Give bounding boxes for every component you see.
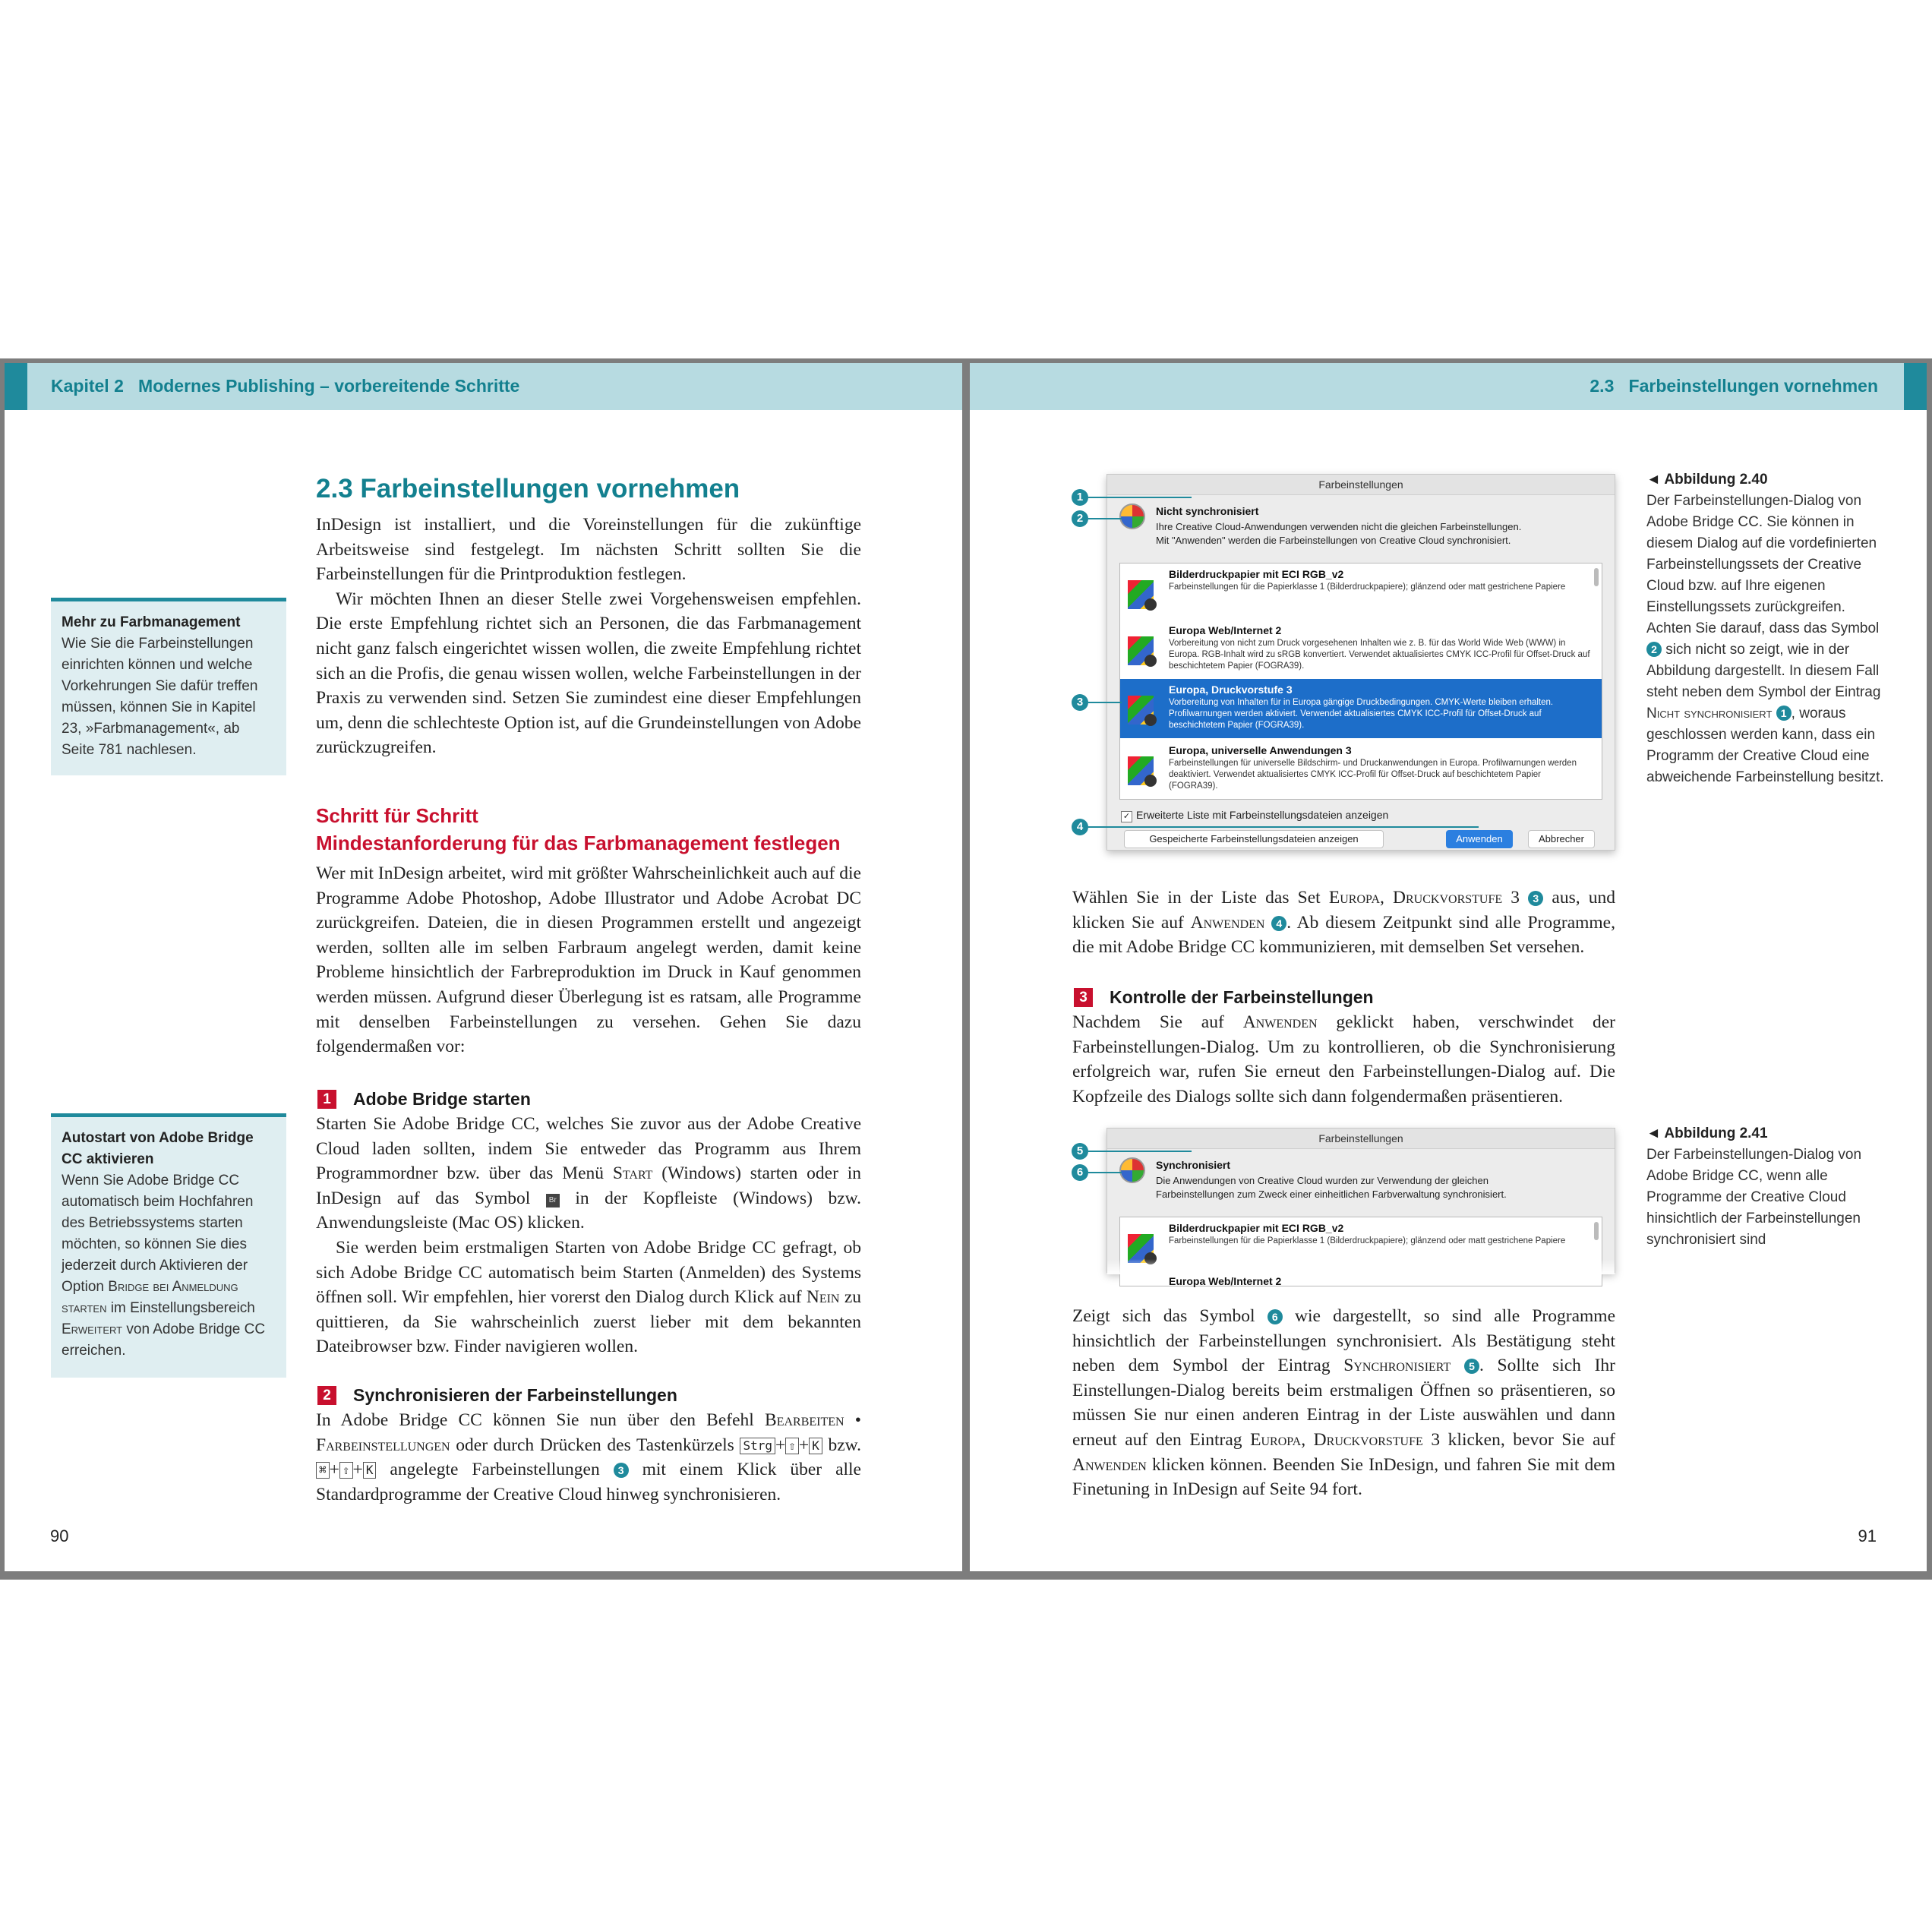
step-2-title: Synchronisieren der Farbeinstellungen bbox=[353, 1385, 677, 1405]
intro-paragraph-2: Wir möchten Ihnen an dieser Stelle zwei Vorgehensweisen empfehlen. Die erste Empfehlung richtet sich an Personen, die das Farbmanagement nicht ganz falsch eingerichtet wissen wollen, die zweite Empfehlung richtet sich an die Profis, die genau wissen wollen, welche Farbeinstellungen in der Praxis zu verwenden sind. Setzen Sie zumindest eine dieser Empfehlungen um, denn die schlechteste Option ist, auf die Grundeinstellungen von Adobe zurückzugreifen. bbox=[316, 589, 861, 758]
sync-status-icon bbox=[1119, 504, 1145, 529]
step-2-text bbox=[316, 1408, 861, 1507]
step-1-text bbox=[316, 1112, 861, 1359]
color-settings-file-icon bbox=[1128, 756, 1154, 785]
page-number-right: 91 bbox=[1858, 1526, 1877, 1545]
final-text: Zeigt sich das Symbol 6 wie dargestellt, so sind alle Programme hinsichtlich der Farbeinstellungen synchronisiert. Als Bestätigung steht neben dem Symbol der Eintrag Synchronisiert 5 . Sollte sich Ihr Einstellungen-Dialog bereits beim erstmaligen Öffnen so präsentieren, so müssen Sie nur einen anderen Eintrag in der Liste auswählen und dann erneut auf den Eintrag Europa, Druckvorstufe 3 klicken, bevor Sie auf Anwenden klicken können. Beenden Sie InDesign, und fahren Sie mit dem Finetuning in InDesign auf Seite 94 fort. bbox=[1072, 1306, 1616, 1500]
color-settings-file-icon bbox=[1128, 696, 1154, 724]
dialog-crop-fade bbox=[1107, 1259, 1615, 1274]
callout-4-line bbox=[1088, 826, 1479, 828]
list-scrollbar[interactable] bbox=[1594, 568, 1599, 586]
bridge-app-icon: Br bbox=[546, 1194, 560, 1208]
right-page bbox=[970, 363, 1927, 1571]
callout-1: 1 bbox=[1072, 489, 1088, 506]
box-2-title: Autostart von Adobe Bridge CC aktivieren bbox=[62, 1130, 254, 1167]
box-1-text: Wie Sie die Farbeinstellungen einrichten können und welche Vorkehrungen Sie dafür treffen müssen, können Sie in Kapitel 23, »Farbmanagement«, ab Seite 781 nachlesen. bbox=[62, 636, 258, 758]
key-shift-mac: ⇧ bbox=[339, 1462, 353, 1479]
list-item-selected[interactable]: Europa, Druckvorstufe 3 Vorbereitung von Inhalten für in Europa gängige Druckbedingungen. CMYK-Werte bleiben erhalten. Profilwarnungen werden aktiviert. Verwendet aktualisiertes CMYK ICC-Profil für Offset-Druck auf beschichtetem Papier (FOGRA39). bbox=[1120, 679, 1602, 738]
key-k-mac: K bbox=[363, 1462, 377, 1479]
callout-2-line bbox=[1088, 518, 1122, 519]
key-shift: ⇧ bbox=[785, 1438, 799, 1454]
key-cmd: ⌘ bbox=[316, 1462, 330, 1479]
callout-1-ref: 1 bbox=[1776, 706, 1792, 721]
callout-6: 6 bbox=[1072, 1164, 1088, 1181]
figure-caption-2-40: ◄ Abbildung 2.40 Der Farbeinstellungen-Dialog von Adobe Bridge CC. Sie können in diesem Dialog auf die vordefinierten Farbeinstellungssets der Creative Cloud bzw. auf Ihre eigenen Einstellungssets zurückgreifen. Achten Sie darauf, dass das Symbol 2 sich nicht so zeigt, wie in der Abbildung dargestellt. In diesem Fall steht neben dem Symbol der Eintrag Nicht synchronisiert 1 , woraus geschlossen werden kann, dass ein Programm der Creative Cloud eine abweichende Farbeinstellung besitzt. bbox=[1646, 472, 1884, 785]
sfs-label: Schritt für Schritt bbox=[316, 804, 478, 827]
step-3-text: Nachdem Sie auf Anwenden geklickt haben, verschwindet der Farbeinstellungen-Dialog. Um zu kontrollieren, ob die Synchronisierung erfolgreich war, rufen Sie erneut den Farbeinstellungen-Dialog auf. Die Kopfzeile des Dialogs sollte sich dann folgendermaßen präsentieren. bbox=[1072, 1012, 1616, 1106]
header-section: 2.3 Farbeinstellungen vornehmen bbox=[1589, 376, 1878, 396]
extended-list-checkbox[interactable]: ✓ Erweiterte Liste mit Farbeinstellungsdateien anzeigen bbox=[1121, 809, 1388, 822]
step-1-heading bbox=[317, 1089, 531, 1110]
figure-caption-2-41: ◄ Abbildung 2.41 Der Farbeinstellungen-Dialog von Adobe Bridge CC, wenn alle Programme der Creative Cloud hinsichtlich der Farbeinstellungen synchronisiert sind bbox=[1646, 1125, 1862, 1248]
sync-status-description: Ihre Creative Cloud-Anwendungen verwenden nicht die gleichen Farbeinstellungen. Mit "Anwenden" werden die Farbeinstellungen von Creative Cloud synchronisiert. bbox=[1156, 521, 1522, 546]
sfs-paragraph: Wer mit InDesign arbeitet, wird mit größter Wahrscheinlichkeit auch auf die Programme Adobe Photoshop, Adobe Illustrator und Adobe Acrobat DC zurückgreifen. Dateien, die in diesen Programmen erstellt und angezeigt werden, sollten alle im selben Farbraum angelegt werden, damit keine Probleme hinsichtlich der Farbreproduktion im Druck in Kauf genommen werden müssen. Aufgrund dieser Überlegung ist es ratsam, alle Programme mit denselben Farbeinstellungen zu versehen. Gehen Sie dazu folgendermaßen vor: bbox=[316, 863, 861, 1057]
dialog-title: Farbeinstellungen bbox=[1107, 475, 1615, 495]
step-2-heading bbox=[317, 1385, 677, 1406]
apply-button[interactable]: Anwenden bbox=[1446, 830, 1513, 848]
box-1-title: Mehr zu Farbmanagement bbox=[62, 614, 241, 630]
book-spread bbox=[0, 358, 1932, 1580]
list-item[interactable]: Bilderdruckpapier mit ECI RGB_v2 Farbeinstellungen für die Papierklasse 1 (Bilderdruckpapiere); glänzend oder matt gestrichene Papiere bbox=[1120, 564, 1602, 623]
callout-3-ref: 3 bbox=[1528, 891, 1543, 906]
step-1-paragraph-2: Sie werden beim erstmaligen Starten von Adobe Bridge CC gefragt, ob sich Adobe Bridge CC automatisch beim Starten (Anmelden) des Systems öffnen soll. Wir empfehlen, hier vorerst den Dialog durch Klick auf Nein zu quittieren, da Sie wahrscheinlich zuerst lieber mit dem bekannten Dateibrowser bzw. Finder navigieren wollen. bbox=[316, 1237, 861, 1357]
running-header-left bbox=[5, 363, 962, 410]
step-2-number: 2 bbox=[317, 1386, 336, 1405]
color-settings-list[interactable] bbox=[1119, 563, 1602, 800]
list-scrollbar[interactable] bbox=[1594, 1222, 1599, 1240]
list-item[interactable]: Europa Web/Internet 2 bbox=[1169, 1275, 1282, 1287]
checkmark-icon: ✓ bbox=[1121, 811, 1132, 822]
header-chapter: Kapitel 2 Modernes Publishing – vorbereitende Schritte bbox=[51, 376, 520, 396]
sync-status-title: Synchronisiert bbox=[1156, 1159, 1231, 1171]
sidebar-box-farbmanagement bbox=[51, 598, 286, 775]
callout-5-line bbox=[1088, 1151, 1192, 1152]
callout-4-ref: 4 bbox=[1271, 916, 1286, 931]
page-number-left: 90 bbox=[50, 1526, 69, 1545]
intro-paragraph-1: InDesign ist installiert, und die Voreinstellungen für die zukünftige Arbeitsweise sind festgelegt. Im nächsten Schritt sollten Sie die Farbeinstellungen für die Printproduktion festlegen. bbox=[316, 515, 861, 585]
step-1-number: 1 bbox=[317, 1090, 336, 1109]
sync-status-icon bbox=[1119, 1157, 1145, 1183]
callout-5-ref: 5 bbox=[1464, 1359, 1479, 1374]
list-item[interactable]: Europa Web/Internet 2 Vorbereitung von nicht zum Druck vorgesehenen Inhalten wie z. B. für das World Wide Web (WWW) in Europa. RGB-Inhalt wird zu sRGB konvertiert. Verwendet aktualisiertes CMYK ICC-Profil für Offset-Druck auf beschichtetem Papier (FOGRA39). bbox=[1120, 620, 1602, 679]
callout-6-line bbox=[1088, 1172, 1122, 1173]
callout-6-ref: 6 bbox=[1267, 1309, 1283, 1324]
dialog-title: Farbeinstellungen bbox=[1107, 1129, 1615, 1149]
callout-5: 5 bbox=[1072, 1143, 1088, 1160]
callout-3-ref: 3 bbox=[614, 1463, 629, 1478]
box-2-text: Wenn Sie Adobe Bridge CC automatisch beim Hochfahren des Betriebssystems starten möchten, so können Sie dies jederzeit durch Aktivieren der Option Bridge bei Anmeldung starten im Einstellungsbereich Erweitert von Adobe Bridge CC erreichen. bbox=[62, 1173, 266, 1359]
intro-text bbox=[316, 513, 861, 760]
key-strg: Strg bbox=[740, 1438, 775, 1454]
callout-2-ref: 2 bbox=[1646, 642, 1662, 657]
header-tab-right bbox=[1904, 363, 1927, 410]
callout-3: 3 bbox=[1072, 694, 1088, 711]
left-page bbox=[5, 363, 962, 1571]
section-heading: 2.3 Farbeinstellungen vornehmen bbox=[316, 474, 740, 504]
sidebar-box-autostart bbox=[51, 1113, 286, 1378]
running-header-right bbox=[970, 363, 1927, 410]
step-1-title: Adobe Bridge starten bbox=[353, 1089, 531, 1109]
step-by-step-heading bbox=[316, 802, 841, 857]
cancel-button[interactable]: Abbrecher bbox=[1528, 830, 1595, 848]
callout-3-line bbox=[1088, 702, 1122, 703]
color-settings-dialog-synced bbox=[1106, 1128, 1615, 1287]
callout-2: 2 bbox=[1072, 510, 1088, 527]
sfs-intro-text bbox=[316, 861, 861, 1059]
color-settings-dialog bbox=[1106, 474, 1615, 851]
list-item[interactable]: Bilderdruckpapier mit ECI RGB_v2 Farbeinstellungen für die Papierklasse 1 (Bilderdruckpapiere); glänzend oder matt gestrichene Papiere bbox=[1120, 1217, 1602, 1277]
header-tab-left bbox=[5, 363, 27, 410]
step-3-number: 3 bbox=[1074, 988, 1093, 1007]
list-item[interactable]: Europa, universelle Anwendungen 3 Farbeinstellungen für universelle Bildschirm- und Druckanwendungen in Europa. Profilwarnungen werden deaktiviert. Verwendet aktualisiertes CMYK ICC-Profil für Offset-Druck auf beschichtetem Papier (FOGRA39). bbox=[1120, 740, 1602, 799]
callout-1-line bbox=[1088, 497, 1192, 498]
callout-4: 4 bbox=[1072, 819, 1088, 835]
step-2-paragraph: In Adobe Bridge CC können Sie nun über den Befehl Bearbeiten • Farbeinstellungen oder durch Drücken des Tastenkürzels Strg + ⇧ + K bzw. ⌘ + ⇧ + K angelegte Farbeinstellungen 3 mit einem Klick über alle Standardprogramme der Creative Cloud hinweg synchronisieren. bbox=[316, 1410, 861, 1504]
sfs-title: Mindestanforderung für das Farbmanagement festlegen bbox=[316, 832, 841, 854]
key-k: K bbox=[809, 1438, 822, 1454]
step-3-title: Kontrolle der Farbeinstellungen bbox=[1110, 987, 1374, 1007]
step-1-paragraph-1: Starten Sie Adobe Bridge CC, welches Sie zuvor aus der Adobe Creative Cloud laden sollten, indem Sie entweder das Programm aus Ihrem Programmordner bzw. über das Menü Start (Windows) starten oder in InDesign auf das Symbol Br in der Kopfleiste (Windows) bzw. Anwendungsleiste (Mac OS) klicken. bbox=[316, 1114, 861, 1233]
sync-status-title: Nicht synchronisiert bbox=[1156, 505, 1259, 517]
text-after-figure-1: Wählen Sie in der Liste das Set Europa, Druckvorstufe 3 3 aus, und klicken Sie auf Anwenden 4 . Ab diesem Zeitpunkt sind alle Programme, die mit Adobe Bridge CC kommunizieren, mit demselben Set versehen. bbox=[1072, 888, 1616, 958]
color-settings-file-icon bbox=[1128, 636, 1154, 665]
color-settings-list[interactable] bbox=[1119, 1217, 1602, 1286]
step-3-heading bbox=[1074, 987, 1374, 1008]
color-settings-file-icon bbox=[1128, 580, 1154, 609]
show-saved-files-button[interactable]: Gespeicherte Farbeinstellungsdateien anzeigen bbox=[1124, 830, 1384, 848]
sync-status-description: Die Anwendungen von Creative Cloud wurden zur Verwendung der gleichen Farbeinstellungen zum Zweck einer einheitlichen Farbverwaltung synchronisiert. bbox=[1156, 1175, 1507, 1200]
